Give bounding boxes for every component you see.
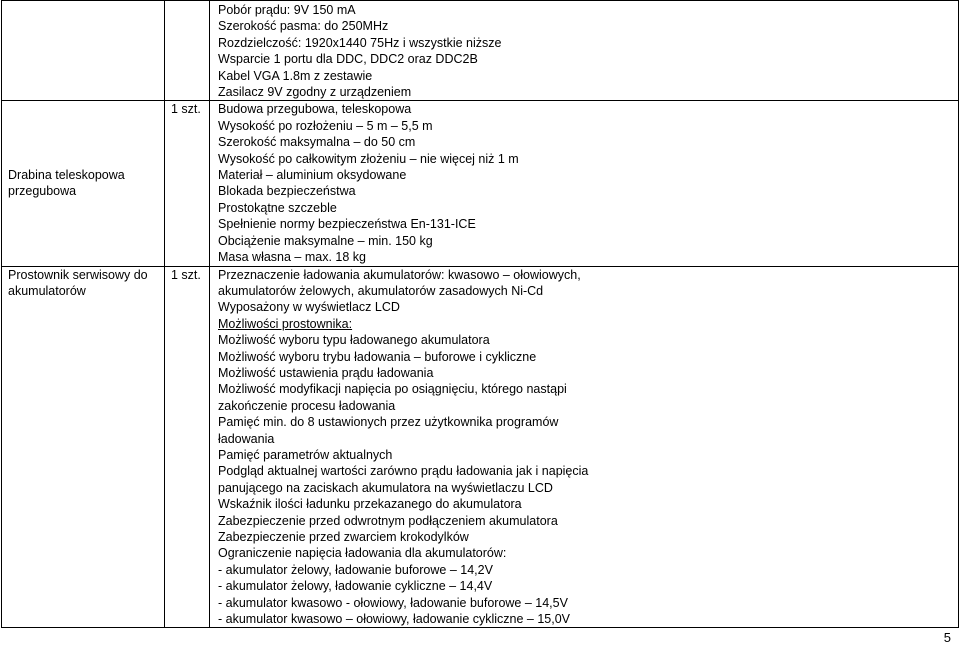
spec-line: Pobór prądu: 9V 150 mA: [218, 3, 356, 17]
spec-line: Masa własna – max. 18 kg: [218, 250, 366, 265]
spec-line: ładowania: [218, 431, 275, 446]
spec-line: Zabezpieczenie przed odwrotnym podłączeniem akumulatora: [218, 513, 558, 528]
description-cell: [210, 1, 959, 101]
spec-line: Zasilacz 9V zgodny z urządzeniem: [218, 85, 412, 100]
spec-line: akumulatorów żelowych, akumulatorów zasadowych Ni-Cd: [218, 283, 544, 298]
table-row: [2, 101, 959, 266]
quantity-cell: 1 szt.: [165, 101, 210, 266]
spec-line: Możliwość modyfikacji napięcia po osiągnięciu, którego nastąpi: [218, 382, 567, 397]
spec-line: Szerokość pasma: do 250MHz: [218, 19, 389, 34]
item-name-text: Prostownik serwisowy do akumulatorów: [8, 267, 148, 298]
page-number: 5: [943, 630, 951, 645]
spec-line: Podgląd aktualnej wartości zarówno prądu ładowania jak i napięcia: [218, 464, 589, 479]
spec-line: Budowa przegubowa, teleskopowa: [218, 102, 412, 117]
item-name-cell: [2, 1, 165, 101]
spec-line: - akumulator żelowy, ładowanie buforowe – 14,2V: [218, 562, 493, 577]
table-row: [2, 1, 959, 101]
spec-line: Szerokość maksymalna – do 50 cm: [218, 135, 416, 150]
description-cell: [210, 266, 959, 628]
spec-line: zakończenie procesu ładowania: [218, 398, 396, 413]
spec-line: - akumulator kwasowo – ołowiowy, ładowanie cykliczne – 15,0V: [218, 612, 571, 627]
spec-line: Materiał – aluminium oksydowane: [218, 168, 407, 183]
specification-table: [1, 0, 959, 628]
spec-line: Zabezpieczenie przed zwarciem krokodylków: [218, 530, 469, 544]
spec-line: Rozdzielczość: 1920x1440 75Hz i wszystkie niższe: [218, 35, 502, 50]
table-row: [2, 266, 959, 628]
spec-line: Wsparcie 1 portu dla DDC, DDC2 oraz DDC2B: [218, 52, 478, 67]
spec-line: Spełnienie normy bezpieczeństwa En-131-ICE: [218, 217, 476, 232]
spec-line: Możliwość wyboru typu ładowanego akumulatora: [218, 333, 490, 348]
item-name-cell: [2, 266, 165, 628]
spec-line: Prostokątne szczeble: [218, 200, 337, 215]
description-cell: [210, 101, 959, 266]
spec-line: Obciążenie maksymalne – min. 150 kg: [218, 233, 433, 248]
spec-line: Wysokość po rozłożeniu – 5 m – 5,5 m: [218, 118, 433, 133]
spec-line: Możliwość wyboru trybu ładowania – buforowe i cykliczne: [218, 349, 537, 364]
spec-line: Pamięć min. do 8 ustawionych przez użytkownika programów: [218, 415, 559, 430]
spec-line: panującego na zaciskach akumulatora na wyświetlaczu LCD: [218, 480, 553, 495]
spec-line: Wysokość po całkowitym złożeniu – nie więcej niż 1 m: [218, 151, 519, 166]
spec-line: - akumulator żelowy, ładowanie cykliczne – 14,4V: [218, 579, 493, 594]
quantity-cell: [165, 1, 210, 101]
spec-line: Przeznaczenie ładowania akumulatorów: kwasowo – ołowiowych,: [218, 267, 581, 282]
spec-line: Ograniczenie napięcia ładowania dla akumulatorów:: [218, 546, 507, 561]
spec-line: Kabel VGA 1.8m z zestawie: [218, 68, 373, 83]
spec-line: - akumulator kwasowo - ołowiowy, ładowanie buforowe – 14,5V: [218, 595, 568, 610]
spec-line: Pamięć parametrów aktualnych: [218, 447, 393, 462]
spec-line: Blokada bezpieczeństwa: [218, 184, 356, 199]
spec-line: Możliwość ustawienia prądu ładowania: [218, 365, 434, 380]
quantity-cell: 1 szt.: [165, 266, 210, 628]
spec-subheading: Możliwości prostownika:: [218, 316, 353, 331]
item-name-cell: Drabina teleskopowa przegubowa: [2, 101, 165, 266]
spec-line: Wskaźnik ilości ładunku przekazanego do akumulatora: [218, 497, 522, 512]
spec-line: Wyposażony w wyświetlacz LCD: [218, 300, 400, 315]
